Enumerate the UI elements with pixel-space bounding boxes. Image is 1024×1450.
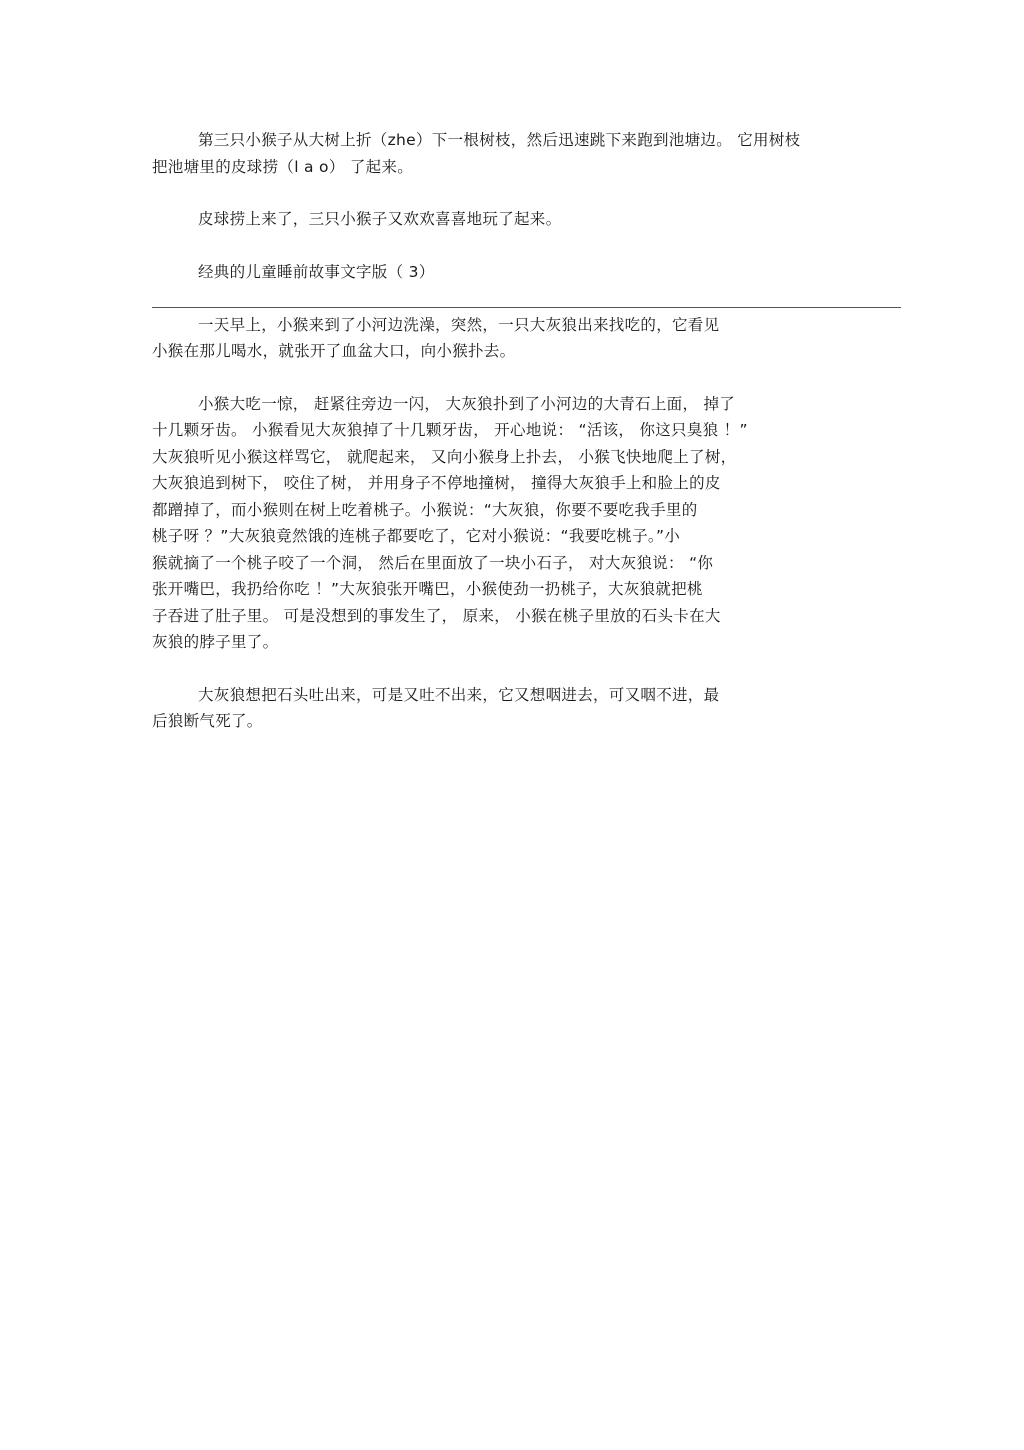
paragraph-line: 小猴在那儿喝水，就张开了血盆大口，向小猴扑去。 bbox=[152, 342, 516, 360]
paragraph-line: 后狼断气死了。 bbox=[152, 712, 263, 730]
paragraph-line: 桃子呀 ？”大灰狼竟然饿的连桃子都要吃了，它对小猴说：“我要吃桃子。”小 bbox=[152, 527, 681, 545]
paragraph-line: 把池塘里的皮球捞（l a o） 了起来。 bbox=[152, 158, 414, 176]
horizontal-divider bbox=[152, 307, 901, 308]
paragraph-line: 张开嘴巴，我扔给你吃 ！”大灰狼张开嘴巴，小猴使劲一扔桃子，大灰狼就把桃 bbox=[152, 580, 703, 598]
paragraph-line: 大灰狼想把石头吐出来，可是又吐不出来，它又想咽进去，可又咽不进，最 bbox=[198, 686, 720, 704]
paragraph-line: 十几颗牙齿。 小猴看见大灰狼掉了十几颗牙齿， 开心地说： “活该， 你这只臭狼 ！” bbox=[152, 421, 748, 439]
paragraph-line: 大灰狼追到树下， 咬住了树， 并用身子不停地撞树， 撞得大灰狼手上和脸上的皮 bbox=[152, 474, 721, 492]
paragraph-line: 灰狼的脖子里了。 bbox=[152, 633, 279, 651]
paragraph-line: 都蹭掉了，而小猴则在树上吃着桃子。小猴说：“大灰狼，你要不要吃我手里的 bbox=[152, 501, 698, 519]
paragraph-line: 第三只小猴子从大树上折（zhe）下一根树枝，然后迅速跳下来跑到池塘边。 它用树枝 bbox=[198, 131, 801, 149]
paragraph-line: 子吞进了肚子里。 可是没想到的事发生了， 原来， 小猴在桃子里放的石头卡在大 bbox=[152, 607, 721, 625]
paragraph-line: 小猴大吃一惊， 赶紧往旁边一闪， 大灰狼扑到了小河边的大青石上面， 掉了 bbox=[198, 395, 736, 413]
paragraph-line: 猴就摘了一个桃子咬了一个洞， 然后在里面放了一块小石子， 对大灰狼说： “你 bbox=[152, 554, 714, 572]
paragraph-line: 一天早上，小猴来到了小河边洗澡，突然，一只大灰狼出来找吃的，它看见 bbox=[198, 316, 720, 334]
paragraph-line: 大灰狼听见小猴这样骂它， 就爬起来， 又向小猴身上扑去， 小猴飞快地爬上了树， bbox=[152, 448, 737, 466]
section-heading: 经典的儿童睡前故事文字版（ 3） bbox=[198, 263, 435, 281]
paragraph-line: 皮球捞上来了，三只小猴子又欢欢喜喜地玩了起来。 bbox=[198, 210, 562, 228]
